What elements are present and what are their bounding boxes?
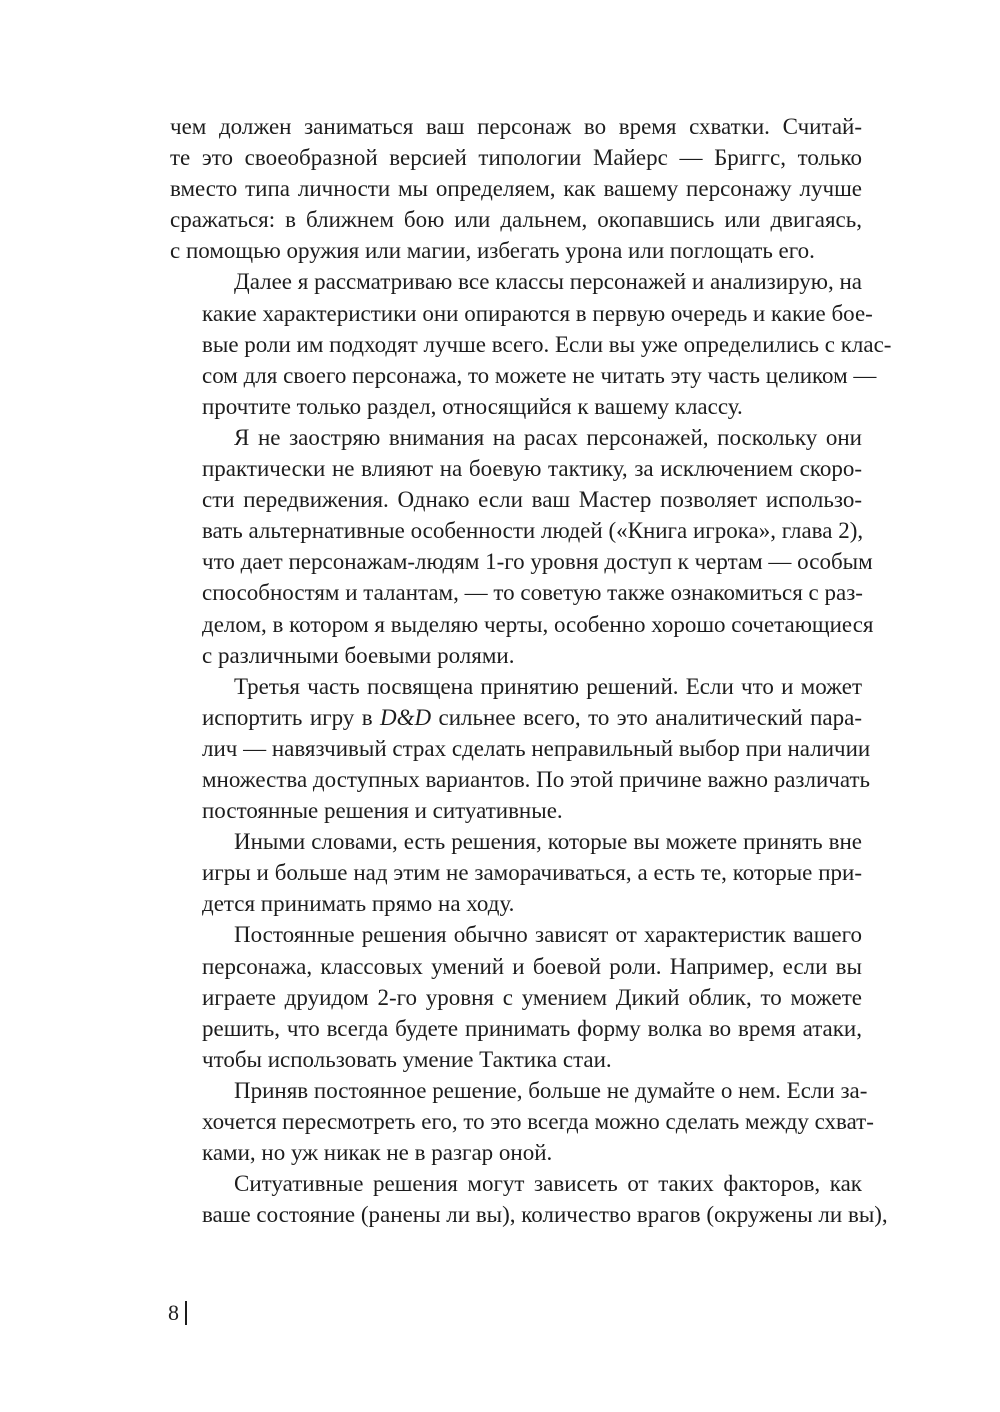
text-line: игры и больше над этим не заморачиваться, а есть те, которые при- (202, 860, 862, 886)
paragraph-1 (170, 111, 862, 266)
text-line: ками, но уж никак не в разгар оной. (202, 1140, 553, 1166)
text-line: что дает персонажам-людям 1-го уровня доступ к чертам — особым (202, 549, 873, 575)
text-line: дется принимать прямо на ходу. (202, 891, 515, 917)
paragraph-8 (170, 1168, 888, 1230)
text-line: постоянные решения и ситуативные. (202, 798, 563, 824)
paragraph-5 (170, 826, 862, 919)
body-text (170, 111, 892, 1230)
text-line: сом для своего персонажа, то можете не читать эту часть целиком — (202, 362, 877, 388)
text-line: те это своеобразной версией типологии Майерс — Бриггс, только (170, 145, 862, 171)
text-line: прочтите только раздел, относящийся к вашему классу. (202, 393, 743, 419)
text-line: испортить игру в D&D сильнее всего, то это аналитический пара- (202, 704, 862, 730)
text-line: решить, что всегда будете принимать форму волка во время атаки, (202, 1015, 862, 1041)
text-line: способностям и талантам, — то советую также ознакомиться с раз- (202, 580, 863, 606)
text-line: играете друидом 2-го уровня с умением Дикий облик, то можете (202, 984, 862, 1010)
page-footer (168, 1300, 187, 1326)
text-line: с различными боевыми ролями. (202, 642, 515, 668)
text-line: чтобы использовать умение Тактика стаи. (202, 1046, 612, 1072)
footer-divider (185, 1301, 187, 1325)
text-line: лич — навязчивый страх сделать неправильный выбор при наличии (202, 735, 871, 761)
paragraph-2 (170, 266, 892, 421)
text-line: Третья часть посвящена принятию решений. Если что и может (234, 673, 862, 699)
text-line: делом, в котором я выделяю черты, особенно хорошо сочетающиеся (202, 611, 874, 637)
text-line: вые роли им подходят лучше всего. Если вы уже определились с клас- (202, 331, 892, 357)
text-line: Иными словами, есть решения, которые вы можете принять вне (234, 829, 862, 855)
text-line: хочется пересмотреть его, то это всегда можно сделать между схват- (202, 1109, 874, 1134)
text-line: персонажа, классовых умений и боевой роли. Например, если вы (202, 953, 862, 979)
text-line: практически не влияют на боевую тактику, за исключением скоро- (202, 456, 862, 482)
paragraph-6 (170, 919, 862, 1074)
text-line: Приняв постоянное решение, больше не думайте о нем. Если за- (234, 1077, 868, 1103)
text-line: с помощью оружия или магии, избегать урона или поглощать его. (170, 238, 815, 264)
game-title: D&D (379, 704, 432, 730)
paragraph-4 (170, 671, 871, 826)
text-line: вать альтернативные особенности людей («Книга игрока», глава 2), (202, 518, 864, 544)
text-line: Далее я рассматриваю все классы персонажей и анализирую, на (234, 269, 862, 295)
text-line: сражаться: в ближнем бою или дальнем, окопавшись или двигаясь, (170, 207, 862, 233)
text-line: чем должен заниматься ваш персонаж во время схватки. Считай- (170, 114, 862, 139)
text-line: Ситуативные решения могут зависеть от таких факторов, как (234, 1171, 862, 1197)
text-line: сти передвижения. Однако если ваш Мастер позволяет использо- (202, 487, 862, 513)
paragraph-3 (170, 422, 874, 671)
text-line: Я не заостряю внимания на расах персонажей, поскольку они (234, 424, 862, 450)
paragraph-7 (170, 1075, 874, 1168)
text-line: ваше состояние (ранены ли вы), количество врагов (окружены ли вы), (202, 1202, 888, 1228)
page-number: 8 (168, 1300, 179, 1325)
text-line: вместо типа личности мы определяем, как вашему персонажу лучше (170, 176, 862, 202)
text-line: какие характеристики они опираются в первую очередь и какие бое- (202, 300, 873, 326)
text-line: Постоянные решения обычно зависят от характеристик вашего (234, 922, 862, 948)
text-line: множества доступных вариантов. По этой причине важно различать (202, 766, 870, 792)
